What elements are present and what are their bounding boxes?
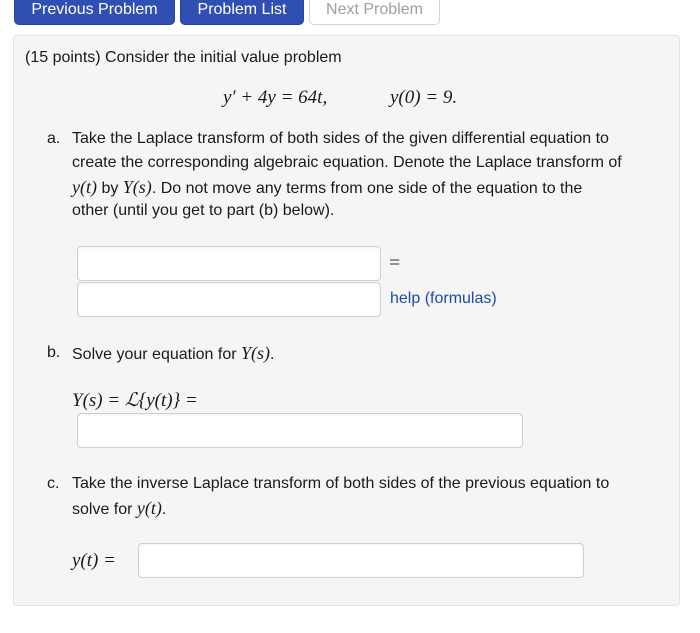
part-b-text: [72, 341, 274, 367]
part-a-line2: create the corresponding algebraic equation. Denote the Laplace transform of: [72, 154, 622, 171]
part-c-line1: Take the inverse Laplace transform of both sides of the previous equation to: [72, 475, 610, 492]
laplace-lhs-input[interactable]: [77, 246, 381, 281]
part-a-marker: a.: [47, 130, 61, 147]
part-b-marker: b.: [47, 344, 61, 361]
problem-list-button[interactable]: Problem List: [180, 0, 304, 25]
y-of-t-input[interactable]: [138, 543, 584, 578]
part-a-line3-by: by: [101, 180, 119, 197]
part-c-marker: c.: [47, 475, 60, 492]
Y-of-s-input[interactable]: [77, 413, 523, 448]
laplace-rhs-input[interactable]: [77, 282, 381, 317]
problem-intro: (15 points) Consider the initial value problem: [25, 49, 342, 66]
math-Y-of-s: Y(s): [122, 177, 152, 197]
part-b-formula: Y(s) = ℒ{y(t)} =: [72, 390, 198, 411]
part-b-end: .: [270, 346, 275, 363]
next-problem-button[interactable]: Next Problem: [309, 0, 440, 25]
part-a-line3: [72, 175, 582, 201]
math-y-of-t: y(t): [72, 177, 97, 197]
part-a-line1: Take the Laplace transform of both sides of the given differential equation to: [72, 130, 609, 147]
part-a-line4: other (until you get to part (b) below).: [72, 202, 335, 219]
part-c-formula: y(t) =: [72, 550, 116, 571]
math-y-of-t: y(t): [136, 498, 162, 518]
part-a-line3-end: . Do not move any terms from one side of the equation to the: [151, 180, 583, 197]
help-formulas-link[interactable]: help (formulas): [390, 290, 497, 307]
equals-sign: =: [389, 252, 401, 274]
part-b-label: Solve your equation for: [72, 346, 237, 363]
differential-equation: y′ + 4y = 64t,: [223, 87, 328, 108]
initial-condition: y(0) = 9.: [390, 87, 458, 108]
previous-problem-button[interactable]: Previous Problem: [14, 0, 175, 25]
part-c-end: .: [161, 501, 167, 518]
part-c-line2: [72, 496, 166, 522]
part-c-label: solve for: [72, 501, 133, 518]
math-Y-of-s: Y(s): [241, 343, 271, 363]
